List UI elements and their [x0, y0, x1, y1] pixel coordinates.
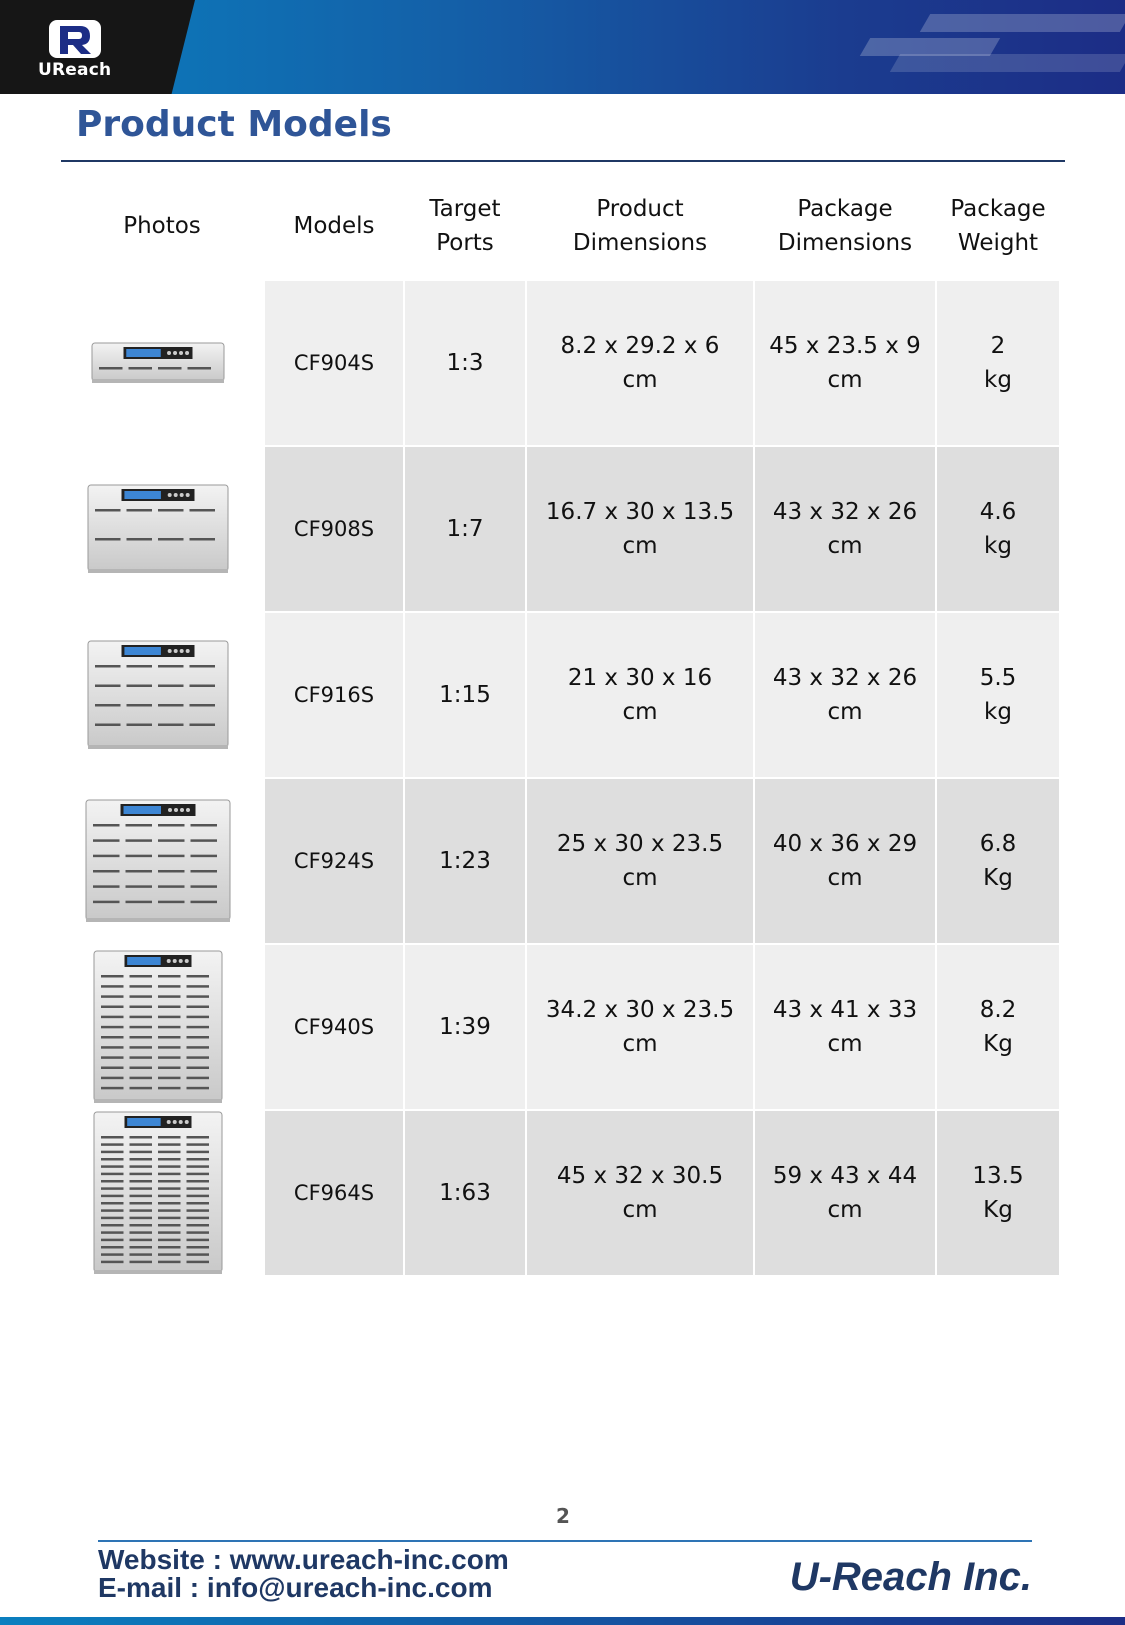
cell-weight	[937, 1111, 1059, 1275]
cell-model	[265, 447, 403, 611]
duplicator-icon	[91, 949, 225, 1105]
footer-divider	[98, 1540, 1032, 1542]
ureach-logo-icon	[46, 18, 106, 60]
column-header-label: Dimensions	[777, 230, 913, 256]
cell-text: kg	[984, 533, 1012, 559]
cell-text: cm	[827, 1197, 863, 1223]
cell-text: CF904S	[293, 351, 375, 375]
cell-model	[265, 613, 403, 777]
product-photo	[78, 447, 238, 611]
cell-pkg-dim	[755, 1111, 935, 1275]
cell-text: kg	[984, 367, 1012, 393]
cell-text: 6.8	[979, 831, 1017, 857]
cell-text: CF916S	[293, 683, 375, 707]
cell-text: CF924S	[293, 849, 375, 873]
column-header-label: Ports	[436, 230, 494, 256]
cell-pkg-dim	[755, 281, 935, 445]
cell-text: 43 x 41 x 33	[772, 997, 918, 1023]
column-header-label: Models	[293, 213, 375, 239]
column-header-product-dimensions	[527, 186, 753, 266]
cell-model	[265, 281, 403, 445]
title-divider	[61, 160, 1065, 162]
cell-ports	[405, 613, 525, 777]
duplicator-icon	[83, 798, 233, 924]
cell-text: cm	[622, 367, 658, 393]
duplicator-icon	[89, 341, 227, 385]
cell-text: cm	[827, 699, 863, 725]
cell-text: 1:63	[439, 1180, 491, 1206]
product-photo	[78, 1111, 238, 1275]
column-header-photos	[98, 186, 226, 266]
cell-text: cm	[622, 699, 658, 725]
column-header-label: Photos	[123, 213, 201, 239]
cell-text: cm	[827, 533, 863, 559]
cell-prod-dim	[527, 945, 753, 1109]
footer-bar	[0, 1617, 1125, 1625]
cell-text: 1:39	[439, 1014, 491, 1040]
cell-text: 8.2	[979, 997, 1017, 1023]
column-header-package-weight	[937, 186, 1059, 266]
cell-text: Kg	[983, 1197, 1013, 1223]
banner-stripe	[920, 14, 1125, 32]
cell-text: cm	[622, 1031, 658, 1057]
cell-text: cm	[827, 865, 863, 891]
cell-text: 34.2 x 30 x 23.5	[545, 997, 735, 1023]
cell-prod-dim	[527, 447, 753, 611]
banner-stripe	[890, 54, 1125, 72]
cell-prod-dim	[527, 1111, 753, 1275]
cell-weight	[937, 613, 1059, 777]
header-banner	[0, 0, 1125, 94]
cell-text: 13.5	[972, 1163, 1024, 1189]
cell-text: 1:3	[446, 350, 484, 376]
cell-prod-dim	[527, 281, 753, 445]
cell-text: CF908S	[293, 517, 375, 541]
duplicator-icon	[85, 639, 231, 751]
cell-pkg-dim	[755, 613, 935, 777]
cell-weight	[937, 281, 1059, 445]
cell-text: CF964S	[293, 1181, 375, 1205]
product-photo	[78, 613, 238, 777]
cell-ports	[405, 779, 525, 943]
column-header-label: Package	[797, 196, 893, 222]
footer-email[interactable]: E-mail : info@ureach-inc.com	[98, 1572, 493, 1603]
cell-model	[265, 945, 403, 1109]
cell-pkg-dim	[755, 447, 935, 611]
cell-text: 1:23	[439, 848, 491, 874]
cell-text: 1:7	[446, 516, 484, 542]
footer-website[interactable]: Website : www.ureach-inc.com	[98, 1544, 509, 1575]
cell-text: 43 x 32 x 26	[772, 665, 918, 691]
cell-text: kg	[984, 699, 1012, 725]
column-header-label: Package	[950, 196, 1046, 222]
page-title: Product Models	[76, 104, 392, 145]
cell-text: 5.5	[979, 665, 1017, 691]
cell-text: 45 x 32 x 30.5	[556, 1163, 724, 1189]
cell-text: 45 x 23.5 x 9	[769, 333, 921, 359]
column-header-label: Product	[596, 196, 684, 222]
cell-ports	[405, 447, 525, 611]
cell-text: 8.2 x 29.2 x 6	[560, 333, 720, 359]
cell-pkg-dim	[755, 779, 935, 943]
cell-pkg-dim	[755, 945, 935, 1109]
page-number: 2	[556, 1504, 570, 1528]
cell-weight	[937, 447, 1059, 611]
cell-ports	[405, 1111, 525, 1275]
cell-ports	[405, 945, 525, 1109]
column-header-label: Target	[429, 196, 501, 222]
cell-prod-dim	[527, 613, 753, 777]
cell-weight	[937, 779, 1059, 943]
cell-text: cm	[827, 1031, 863, 1057]
cell-text: 59 x 43 x 44	[772, 1163, 918, 1189]
duplicator-icon	[91, 1110, 225, 1276]
product-photo	[78, 281, 238, 445]
cell-text: 21 x 30 x 16	[567, 665, 713, 691]
footer-contact	[98, 1546, 509, 1602]
cell-text: 4.6	[979, 499, 1017, 525]
column-header-label: Weight	[957, 230, 1039, 256]
cell-text: 2	[990, 333, 1006, 359]
cell-prod-dim	[527, 779, 753, 943]
cell-text: 16.7 x 30 x 13.5	[545, 499, 735, 525]
duplicator-icon	[85, 483, 231, 575]
cell-model	[265, 1111, 403, 1275]
footer-company-logo: U-Reach Inc.	[789, 1555, 1032, 1599]
cell-text: CF940S	[293, 1015, 375, 1039]
cell-text: 43 x 32 x 26	[772, 499, 918, 525]
logo-text: UReach	[38, 60, 112, 80]
cell-ports	[405, 281, 525, 445]
column-header-target-ports	[405, 186, 525, 266]
cell-weight	[937, 945, 1059, 1109]
cell-text: cm	[622, 865, 658, 891]
product-photo	[78, 779, 238, 943]
product-photo	[78, 945, 238, 1109]
column-header-package-dimensions	[755, 186, 935, 266]
cell-text: cm	[827, 367, 863, 393]
cell-text: cm	[622, 533, 658, 559]
cell-model	[265, 779, 403, 943]
cell-text: 1:15	[439, 682, 491, 708]
cell-text: cm	[622, 1197, 658, 1223]
cell-text: Kg	[983, 1031, 1013, 1057]
cell-text: 40 x 36 x 29	[772, 831, 918, 857]
cell-text: Kg	[983, 865, 1013, 891]
column-header-models	[265, 186, 403, 266]
column-header-label: Dimensions	[572, 230, 708, 256]
cell-text: 25 x 30 x 23.5	[556, 831, 724, 857]
